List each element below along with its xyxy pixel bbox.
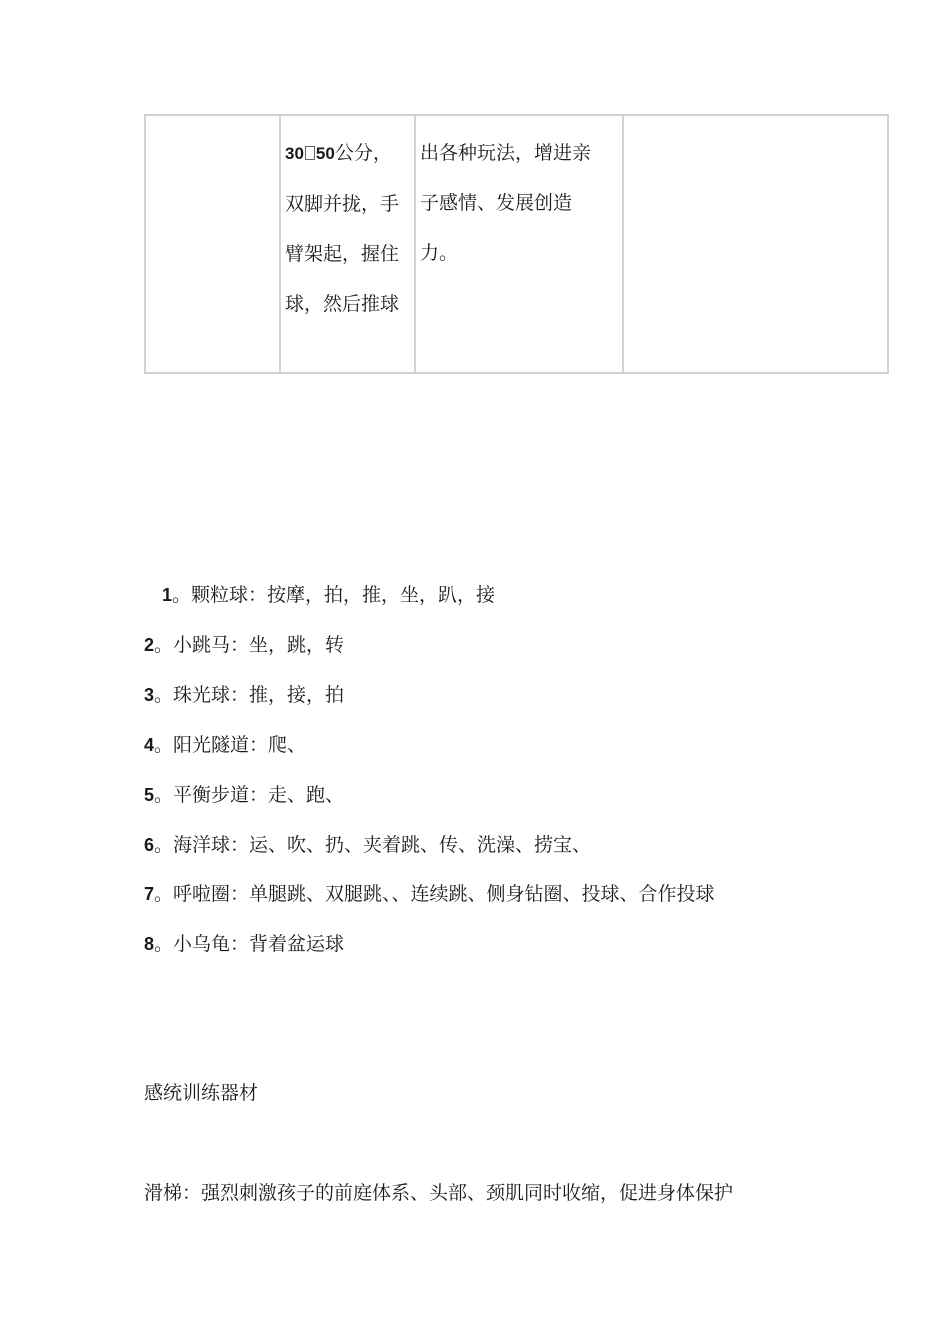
list-text: 。小跳马：坐，跳，转 bbox=[154, 634, 345, 656]
list-number: 7 bbox=[144, 884, 155, 904]
section-title: 感统训练器材 bbox=[144, 1082, 259, 1104]
table-cell-col4 bbox=[624, 116, 887, 128]
missing-glyph-box bbox=[305, 146, 315, 160]
table-cell-line bbox=[285, 128, 414, 179]
list-number: 1 bbox=[162, 585, 173, 605]
list-item bbox=[144, 929, 344, 956]
list-text: 。小乌龟：背着盆运球 bbox=[154, 933, 345, 955]
list-number: 8 bbox=[144, 934, 155, 954]
table-divider bbox=[279, 116, 281, 372]
list-number: 3 bbox=[144, 685, 155, 705]
list-item bbox=[144, 780, 344, 807]
list-item bbox=[162, 580, 495, 607]
list-text: 。阳光隧道：爬、 bbox=[154, 734, 307, 756]
cell-number: 50 bbox=[315, 144, 335, 163]
list-item bbox=[144, 680, 344, 707]
list-number: 6 bbox=[144, 835, 155, 855]
list-number: 2 bbox=[144, 635, 155, 655]
table-cell-line: 球，然后推球 bbox=[285, 293, 400, 315]
table-cell-line: 双脚并拢，手 bbox=[285, 193, 400, 215]
table-cell-col1 bbox=[146, 116, 279, 128]
list-number: 5 bbox=[144, 785, 155, 805]
table-divider bbox=[414, 116, 416, 372]
list-text: 。珠光球：推，接，拍 bbox=[154, 684, 345, 706]
content-table bbox=[144, 114, 889, 374]
list-text: 。呼啦圈：单腿跳、双腿跳、、连续跳、侧身钻圈、投球、合作投球 bbox=[154, 883, 715, 905]
cell-number: 30 bbox=[285, 144, 304, 163]
cell-text: 公分， bbox=[334, 142, 392, 164]
table-cell-col3 bbox=[420, 116, 624, 278]
list-item bbox=[144, 730, 306, 757]
table-cell-line: 力。 bbox=[420, 242, 459, 264]
list-item bbox=[144, 630, 344, 657]
table-cell-line: 臂架起，握住 bbox=[285, 243, 400, 265]
list-text: 。颗粒球：按摩，拍，推，坐，趴，接 bbox=[172, 584, 496, 606]
table-cell-col2 bbox=[283, 116, 414, 329]
list-item bbox=[144, 830, 591, 857]
list-number: 4 bbox=[144, 735, 155, 755]
table-cell-line: 子感情、发展创造 bbox=[420, 192, 573, 214]
list-text: 。平衡步道：走、跑、 bbox=[154, 784, 345, 806]
paragraph: 滑梯：强烈刺激孩子的前庭体系、头部、颈肌同时收缩，促进身体保护 bbox=[144, 1182, 734, 1204]
list-item bbox=[144, 879, 715, 906]
list-text: 。海洋球：运、吹、扔、夹着跳、传、洗澡、捞宝、 bbox=[154, 834, 592, 856]
table-cell-line: 出各种玩法，增进亲 bbox=[420, 142, 592, 164]
